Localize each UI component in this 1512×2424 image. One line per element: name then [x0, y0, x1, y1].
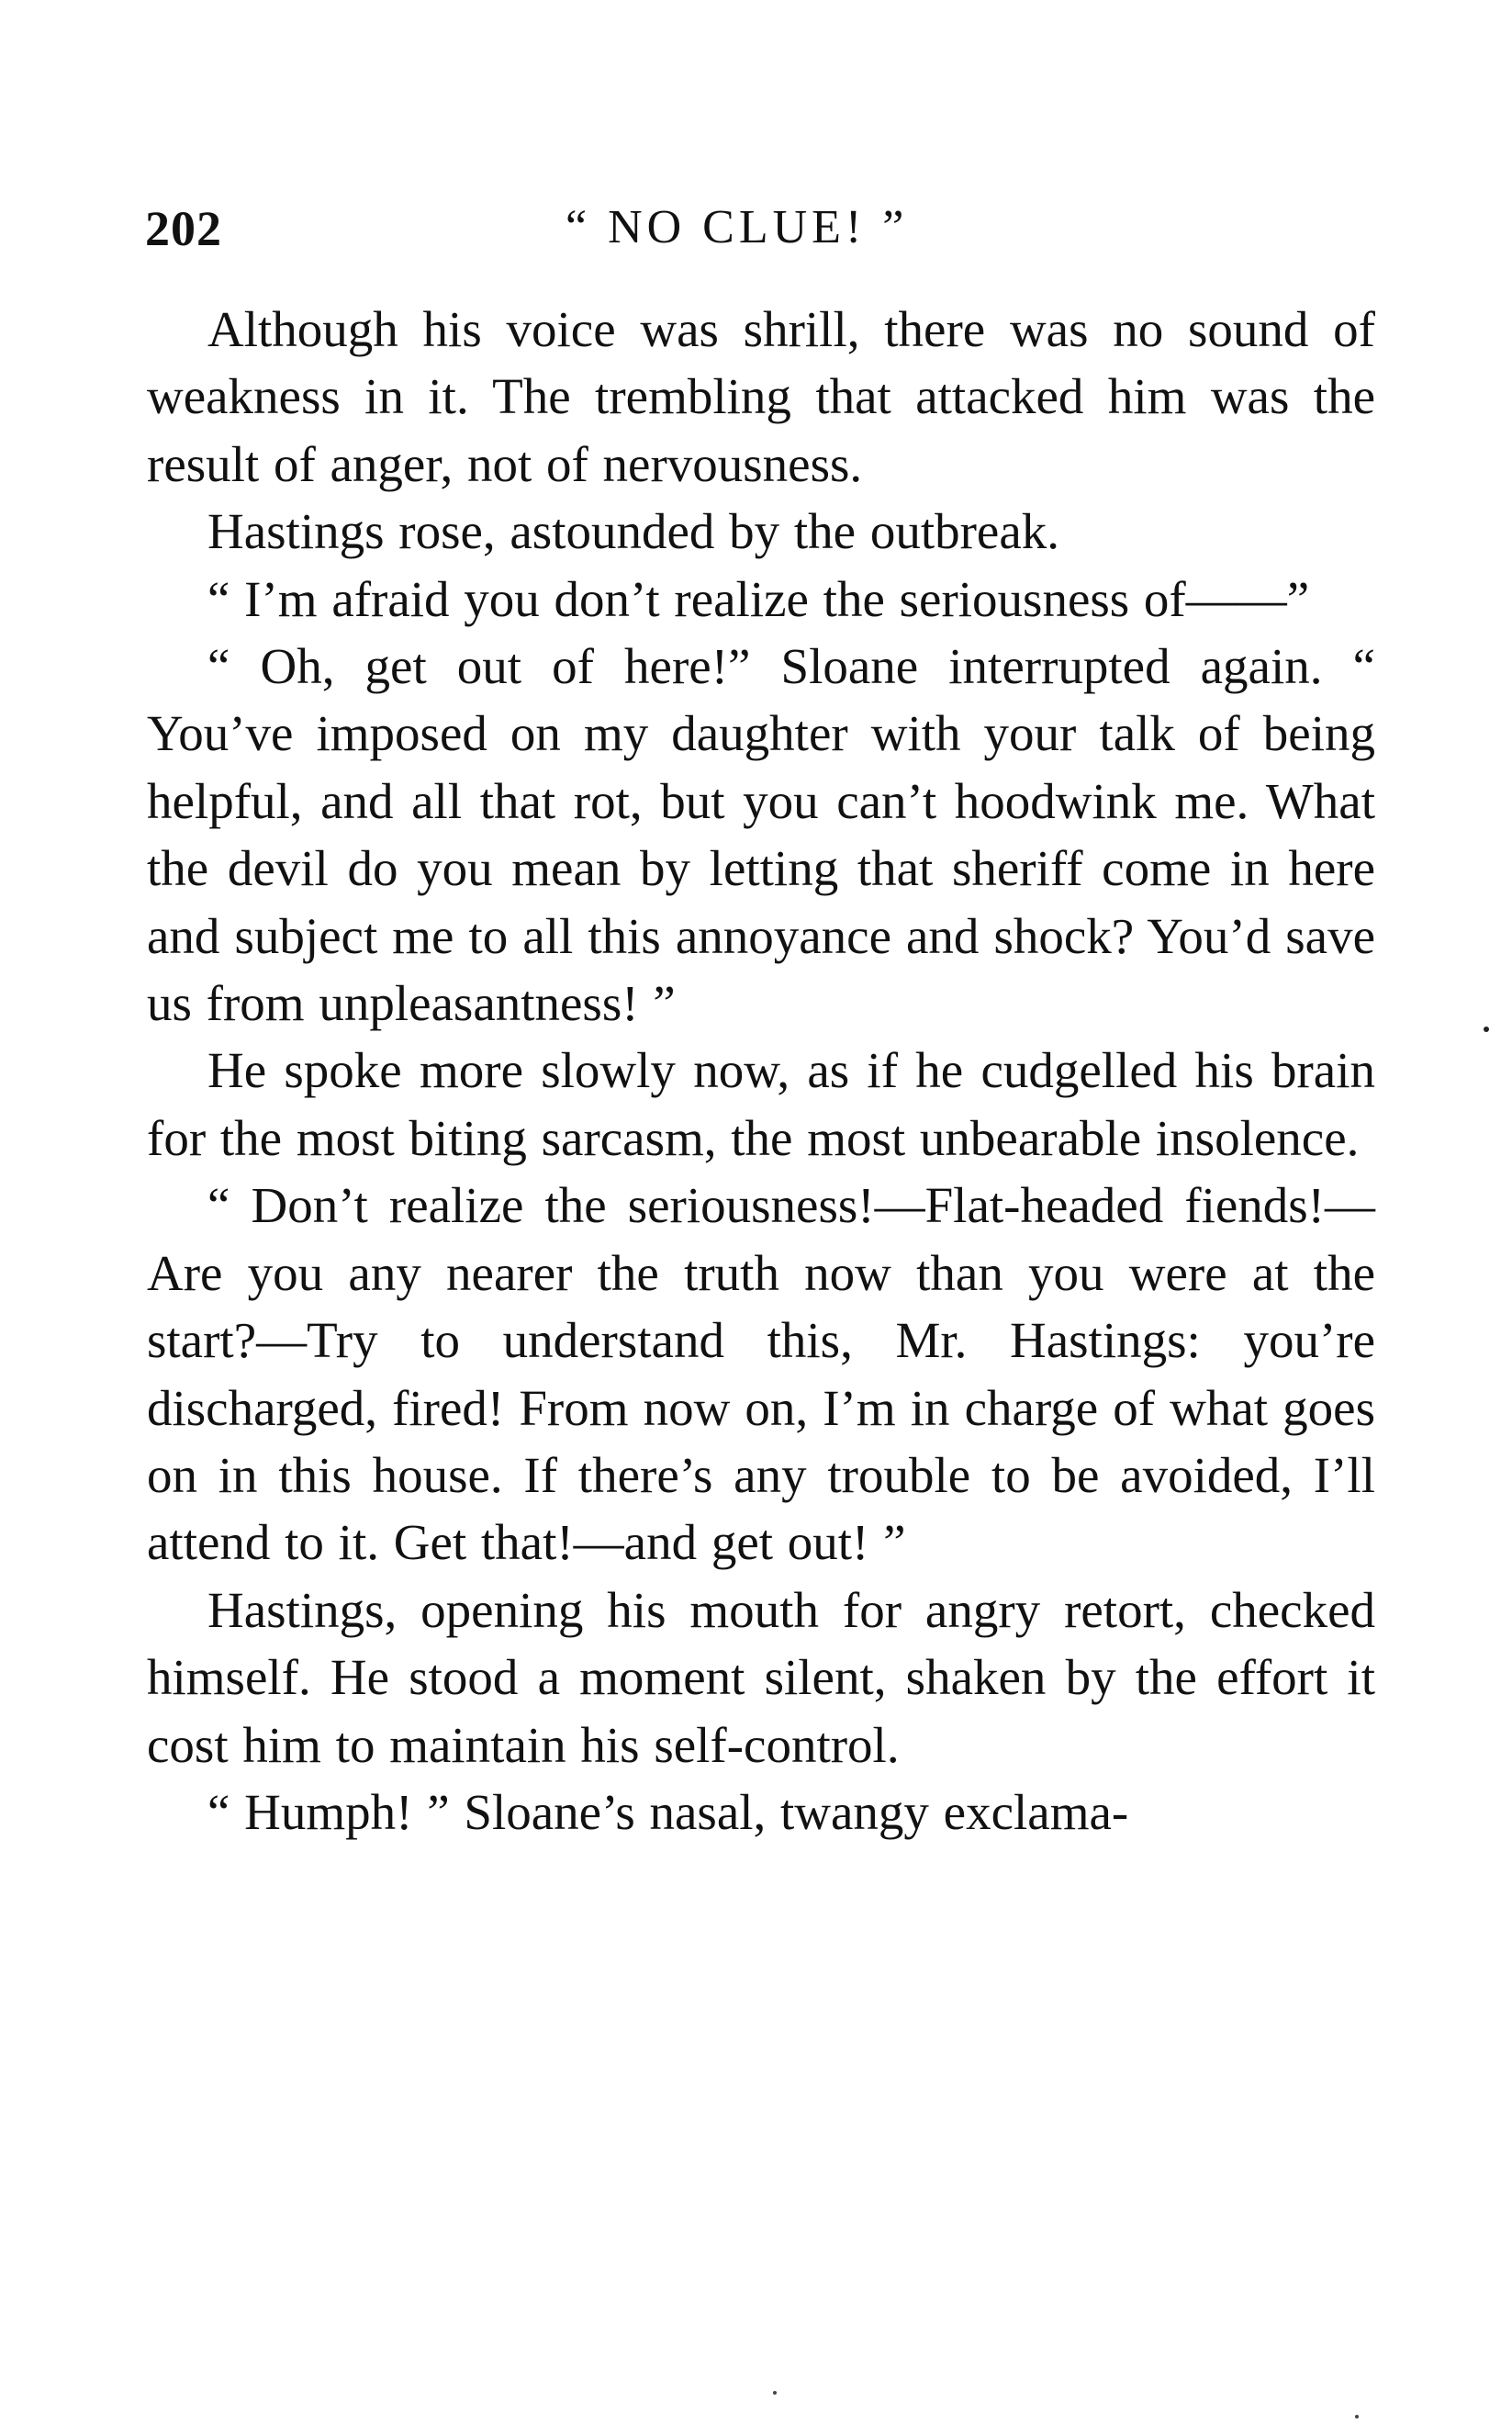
- paragraph: Although his voice was shrill, there was no sound of weakness in it. The trembling that attacked him was the result of anger, not of nervousness.: [147, 301, 1375, 492]
- paper-speck: [1355, 2415, 1359, 2418]
- running-title: “ NO CLUE! ”: [566, 201, 909, 253]
- paragraph: “ Don’t realize the seriousness!—Flat-headed fiends!—Are you any nearer the truth now than you were at the start?—Try to understand this, Mr. Hastings: you’re discharged, fired! From now on, I’m in charge of what goes on in this house. If there’s any trouble to be avoided, I’ll attend to it. Get that!—and get out! ”: [147, 1177, 1375, 1571]
- paragraph: “ Oh, get out of here!” Sloane interrupted again. “ You’ve imposed on my daughter with your talk of being helpful, and all that rot, but you can’t hoodwink me. What the devil do you mean by letting that sheriff come in here and subject me to all this annoyance and shock? You’d save us from unpleasantness! ”: [147, 638, 1375, 1032]
- body-text: [147, 296, 1375, 1846]
- margin-speck: [1484, 1027, 1489, 1032]
- paragraph: Hastings rose, astounded by the outbreak.: [207, 503, 1060, 560]
- paragraph: “ I’m afraid you don’t realize the seriousness of——”: [207, 570, 1310, 627]
- paragraph: He spoke more slowly now, as if he cudgelled his brain for the most biting sarcasm, the most unbearable insolence.: [147, 1042, 1375, 1166]
- paragraph: Hastings, opening his mouth for angry retort, checked himself. He stood a moment silent, shaken by the effort it cost him to maintain his self-control.: [147, 1581, 1375, 1773]
- page-number: 202: [145, 201, 222, 256]
- paper-speck: [773, 2391, 777, 2395]
- running-head: [145, 200, 1375, 264]
- paragraph: “ Humph! ” Sloane’s nasal, twangy exclama-: [207, 1783, 1129, 1840]
